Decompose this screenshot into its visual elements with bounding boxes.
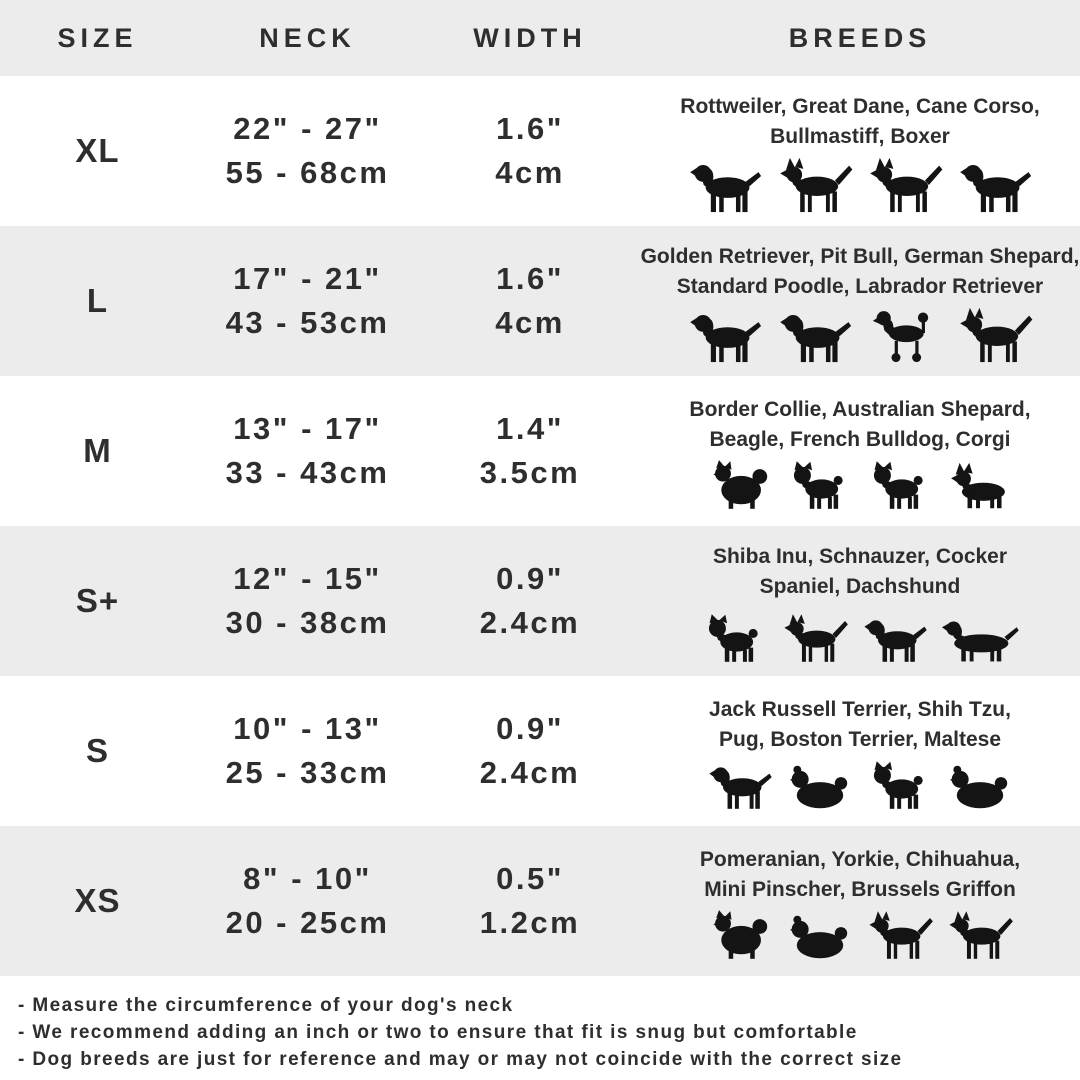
min-pin-icon [946,909,1014,961]
breeds-list-line2: Spaniel, Dachshund [759,574,961,598]
neck-range [195,707,420,795]
beagle-icon [786,459,854,511]
neck-range [195,107,420,195]
neck-inches: 10" - 13" [233,710,382,746]
shiba-inu-icon [701,612,769,664]
great-dane-icon [776,156,854,214]
corgi-icon [946,459,1014,511]
size-label: XS [74,882,121,919]
width-value [420,407,640,495]
pit-bull-icon [776,306,854,364]
column-header-size: SIZE [57,22,138,53]
french-bulldog-icon [866,459,934,511]
footnote-reference: - Dog breeds are just for reference and may or may not coincide with the correct size [18,1049,903,1070]
width-value [420,107,640,195]
bullmastiff-icon [956,156,1034,214]
table-row-s [0,676,1080,826]
shih-tzu-icon [786,759,854,811]
breeds-list-line2: Pug, Boston Terrier, Maltese [718,727,1001,751]
chihuahua-icon [866,909,934,961]
breeds-list-line2: Standard Poodle, Labrador Retriever [676,274,1044,298]
maltese-icon [946,759,1014,811]
dachshund-icon [941,606,1019,664]
rottweiler-icon [686,156,764,214]
breeds-list-line2: Bullmastiff, Boxer [770,124,950,148]
breeds-cell [640,226,1080,376]
neck-inches: 8" - 10" [243,860,372,896]
breeds-list-line1: Pomeranian, Yorkie, Chihuahua, [699,847,1021,871]
neck-range [195,407,420,495]
width-cm: 1.2cm [479,905,581,940]
doberman-icon [866,156,944,214]
schnauzer-icon [781,612,849,664]
table-row-m [0,376,1080,526]
neck-cm: 30 - 38cm [225,605,390,640]
footnote-measure: - Measure the circumference of your dog's neck [18,995,514,1016]
table-header-row [0,0,1080,76]
width-inches: 0.9" [496,710,564,746]
breeds-cell [640,526,1080,676]
neck-range [195,257,420,345]
width-inches: 0.9" [496,560,564,596]
width-cm: 4cm [495,155,565,190]
pomeranian-icon [706,909,774,961]
column-header-neck: NECK [259,22,356,53]
width-value [420,257,640,345]
dog-silhouette-group [701,606,1019,664]
table-row-xs [0,826,1080,976]
neck-inches: 22" - 27" [233,110,382,146]
width-cm: 2.4cm [479,605,581,640]
breeds-list-line1: Jack Russell Terrier, Shih Tzu, [709,697,1011,721]
size-label: XL [75,132,120,169]
width-cm: 3.5cm [479,455,581,490]
dog-silhouette-group [686,156,1034,214]
standard-poodle-icon [866,306,944,364]
column-header-width: WIDTH [473,22,587,53]
breeds-list-line1: Shiba Inu, Schnauzer, Cocker [712,544,1008,568]
breeds-list-line1: Golden Retriever, Pit Bull, German Shepard, [640,244,1080,268]
dog-silhouette-group [706,909,1014,961]
dog-silhouette-group [706,759,1014,811]
table-row-l [0,226,1080,376]
neck-inches: 17" - 21" [233,260,382,296]
size-label: S [85,732,109,769]
neck-range [195,857,420,945]
table-row-xl [0,76,1080,226]
breeds-list-line2: Mini Pinscher, Brussels Griffon [704,877,1016,901]
golden-retriever-icon [686,306,764,364]
dog-silhouette-group [686,306,1034,364]
width-value [420,707,640,795]
neck-cm: 20 - 25cm [225,905,390,940]
neck-inches: 12" - 15" [233,560,382,596]
breeds-list-line2: Beagle, French Bulldog, Corgi [709,427,1011,451]
jack-russell-icon [706,759,774,811]
australian-shepherd-icon [706,459,774,511]
breeds-cell [640,676,1080,826]
footnote-recommend: - We recommend adding an inch or two to ensure that fit is snug but comfortable [18,1022,858,1043]
width-inches: 1.6" [496,260,564,296]
width-value [420,557,640,645]
pug-icon [866,759,934,811]
dog-silhouette-group [706,459,1014,511]
neck-cm: 33 - 43cm [225,455,390,490]
yorkie-icon [786,909,854,961]
german-shepherd-icon [956,306,1034,364]
width-cm: 2.4cm [479,755,581,790]
neck-cm: 55 - 68cm [225,155,390,190]
footnotes [0,976,1080,1073]
breeds-list-line1: Rottweiler, Great Dane, Cane Corso, [680,94,1040,118]
width-value [420,857,640,945]
neck-cm: 25 - 33cm [225,755,390,790]
size-label: S+ [75,582,120,619]
breeds-cell [640,76,1080,226]
breeds-list-line1: Border Collie, Australian Shepard, [689,397,1031,421]
width-inches: 1.6" [496,110,564,146]
neck-cm: 43 - 53cm [225,305,390,340]
width-inches: 0.5" [496,860,564,896]
breeds-cell [640,826,1080,976]
size-label: L [86,282,109,319]
table-row-s-plus [0,526,1080,676]
width-inches: 1.4" [496,410,564,446]
neck-range [195,557,420,645]
column-header-breeds: BREEDS [788,22,932,53]
width-cm: 4cm [495,305,565,340]
size-label: M [83,432,112,469]
neck-inches: 13" - 17" [233,410,382,446]
breeds-cell [640,376,1080,526]
cocker-spaniel-icon [861,612,929,664]
